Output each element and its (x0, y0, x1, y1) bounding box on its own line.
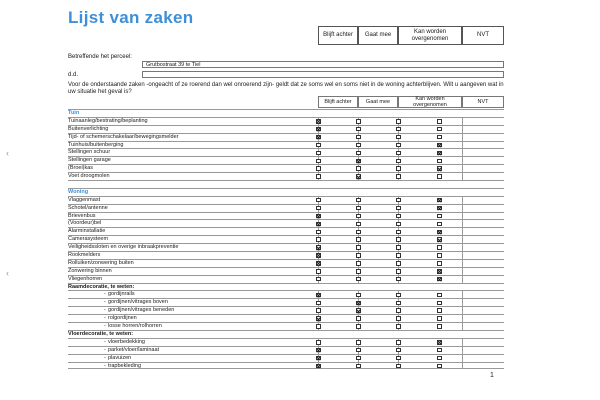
intro-text: Voor de onderstaande zaken -ongeacht of ze roerend dan wel onroerend zijn- geldt dat ze soms wel en soms niet in de woning achterblijven. Wilt u aangeven wat in uw situatie het geval is? (68, 82, 504, 95)
empty-checkbox[interactable] (356, 364, 361, 369)
column-divider (462, 315, 463, 322)
column-divider (462, 165, 463, 172)
column-divider (462, 268, 463, 275)
row-label: parket/vloer/laminaat (108, 346, 160, 353)
column-divider (462, 149, 463, 156)
table-row (68, 267, 504, 275)
checked-checkbox[interactable] (437, 151, 442, 156)
empty-checkbox[interactable] (316, 143, 321, 148)
row-label: trapbekleding (108, 362, 142, 369)
empty-checkbox[interactable] (356, 245, 361, 250)
empty-checkbox[interactable] (316, 206, 321, 211)
row-label: Vloerdecoratie, te weten: (68, 330, 134, 337)
empty-checkbox[interactable] (356, 340, 361, 345)
table-row (68, 117, 504, 125)
table-row (68, 235, 504, 243)
checked-checkbox[interactable] (356, 159, 361, 164)
checked-checkbox[interactable] (316, 127, 321, 132)
empty-checkbox[interactable] (396, 340, 401, 345)
empty-checkbox[interactable] (396, 198, 401, 203)
empty-checkbox[interactable] (356, 324, 361, 329)
empty-checkbox[interactable] (316, 159, 321, 164)
empty-checkbox[interactable] (396, 348, 401, 353)
empty-checkbox[interactable] (396, 324, 401, 329)
row-label: plavuizen (108, 354, 132, 361)
column-divider (462, 307, 463, 314)
perceel-field[interactable]: Grutbostraat 39 te Tiel (142, 61, 504, 68)
empty-checkbox[interactable] (396, 364, 401, 369)
table-row (68, 156, 504, 164)
column-divider (462, 299, 463, 306)
row-label: gordijnen/vitrages beneden (108, 307, 175, 314)
row-label: Camerasysteem (68, 236, 109, 243)
page-number: 1 (490, 372, 494, 379)
empty-checkbox[interactable] (316, 269, 321, 274)
perceel-label: Betreffende het perceel: (68, 54, 132, 60)
dd-label: d.d. (68, 72, 79, 78)
checked-checkbox[interactable] (356, 308, 361, 313)
empty-checkbox[interactable] (396, 119, 401, 124)
table-row (68, 259, 504, 267)
empty-checkbox[interactable] (356, 230, 361, 235)
column-divider (462, 205, 463, 212)
empty-checkbox[interactable] (316, 301, 321, 306)
table-col-blijft: Blijft achter (318, 96, 358, 108)
dd-field[interactable] (142, 71, 504, 78)
empty-checkbox[interactable] (396, 237, 401, 242)
header-col-overnemen: Kan worden overgenomen (398, 26, 462, 45)
empty-checkbox[interactable] (356, 261, 361, 266)
empty-checkbox[interactable] (356, 237, 361, 242)
table-row (68, 314, 504, 322)
table-row (68, 243, 504, 251)
checked-checkbox[interactable] (437, 269, 442, 274)
empty-checkbox[interactable] (316, 237, 321, 242)
empty-checkbox[interactable] (316, 308, 321, 313)
empty-checkbox[interactable] (437, 356, 442, 361)
row-label: Veiligheidssloten en overige inbraakpreventie (68, 244, 179, 251)
section-row (68, 188, 504, 196)
table-row (68, 125, 504, 133)
empty-checkbox[interactable] (396, 127, 401, 132)
column-divider (462, 355, 463, 362)
empty-checkbox[interactable] (437, 348, 442, 353)
section-row (68, 109, 504, 117)
table-row (68, 275, 504, 283)
empty-checkbox[interactable] (316, 174, 321, 179)
empty-checkbox[interactable] (316, 340, 321, 345)
row-label: Stellingen schuur (68, 149, 111, 156)
empty-checkbox[interactable] (356, 316, 361, 321)
column-divider (462, 291, 463, 298)
empty-checkbox[interactable] (437, 324, 442, 329)
header-col-blijft: Blijft achter (318, 26, 358, 45)
row-label: gordijnrails (108, 291, 135, 298)
header-col-gaat-mee: Gaat mee (358, 26, 398, 45)
row-label: Rolluiken/zonwering buiten (68, 259, 134, 266)
empty-checkbox[interactable] (437, 293, 442, 298)
empty-checkbox[interactable] (437, 127, 442, 132)
table-row (68, 164, 504, 172)
scan-edge-mark: ‹ (6, 268, 9, 278)
column-divider (462, 142, 463, 149)
empty-checkbox[interactable] (396, 293, 401, 298)
empty-checkbox[interactable] (316, 198, 321, 203)
empty-checkbox[interactable] (356, 206, 361, 211)
empty-checkbox[interactable] (437, 364, 442, 369)
row-label: Rookmelders (68, 252, 101, 259)
checked-checkbox[interactable] (316, 222, 321, 227)
table-row (68, 362, 504, 370)
page-title: Lijst van zaken (68, 8, 194, 27)
empty-checkbox[interactable] (396, 166, 401, 171)
subsection-row (68, 330, 504, 338)
checked-checkbox[interactable] (356, 174, 361, 179)
empty-checkbox[interactable] (356, 143, 361, 148)
empty-checkbox[interactable] (437, 253, 442, 258)
empty-checkbox[interactable] (396, 222, 401, 227)
table-row (68, 212, 504, 220)
empty-checkbox[interactable] (437, 214, 442, 219)
row-label: Voet droogmolen (68, 173, 110, 180)
table-row (68, 172, 504, 180)
table-row (68, 219, 504, 227)
bullet-dash: - (104, 291, 106, 298)
table-row (68, 346, 504, 354)
empty-checkbox[interactable] (356, 356, 361, 361)
empty-checkbox[interactable] (396, 269, 401, 274)
checked-checkbox[interactable] (316, 253, 321, 258)
column-divider (462, 339, 463, 346)
empty-checkbox[interactable] (396, 253, 401, 258)
row-label: vloerbedekking (108, 338, 145, 345)
checked-checkbox[interactable] (316, 316, 321, 321)
empty-checkbox[interactable] (396, 301, 401, 306)
empty-checkbox[interactable] (437, 222, 442, 227)
empty-checkbox[interactable] (396, 206, 401, 211)
empty-checkbox[interactable] (396, 356, 401, 361)
row-label: (Voordeur)bel (68, 220, 102, 227)
empty-checkbox[interactable] (437, 159, 442, 164)
table-row (68, 354, 504, 362)
empty-checkbox[interactable] (356, 198, 361, 203)
checked-checkbox[interactable] (316, 119, 321, 124)
table-row (68, 133, 504, 141)
bullet-dash: - (104, 346, 106, 353)
column-divider (462, 260, 463, 267)
row-label: gordijnen/vitrages boven (108, 299, 168, 306)
table-col-gaat-mee: Gaat mee (358, 96, 398, 108)
empty-checkbox[interactable] (396, 316, 401, 321)
checked-checkbox[interactable] (437, 198, 442, 203)
empty-checkbox[interactable] (316, 230, 321, 235)
row-label: Tijd- of schemerschakelaar/bewegingsmelder (68, 133, 179, 140)
empty-checkbox[interactable] (356, 166, 361, 171)
column-divider (462, 126, 463, 133)
column-divider (462, 252, 463, 259)
column-divider (462, 276, 463, 283)
empty-checkbox[interactable] (316, 151, 321, 156)
table-col-nvt: NVT (462, 96, 504, 108)
column-divider (462, 220, 463, 227)
empty-checkbox[interactable] (437, 261, 442, 266)
empty-checkbox[interactable] (356, 119, 361, 124)
checked-checkbox[interactable] (437, 340, 442, 345)
empty-checkbox[interactable] (396, 245, 401, 250)
empty-checkbox[interactable] (437, 301, 442, 306)
table-row (68, 306, 504, 314)
table-col-overnemen: Kan worden overgenomen (398, 96, 462, 108)
empty-checkbox[interactable] (316, 324, 321, 329)
table-row (68, 148, 504, 156)
checked-checkbox[interactable] (437, 143, 442, 148)
empty-checkbox[interactable] (356, 151, 361, 156)
empty-checkbox[interactable] (396, 151, 401, 156)
column-divider (462, 347, 463, 354)
row-label: Schotel/antenne (68, 204, 108, 211)
row-label: Tuin (68, 110, 80, 116)
table-row (68, 227, 504, 235)
table-row (68, 338, 504, 346)
checked-checkbox[interactable] (316, 293, 321, 298)
row-label: Brievenbus (68, 212, 96, 219)
empty-checkbox[interactable] (396, 174, 401, 179)
empty-checkbox[interactable] (356, 269, 361, 274)
column-divider (462, 157, 463, 164)
bullet-dash: - (104, 299, 106, 306)
row-label: losse horren/rolhorren (108, 323, 162, 330)
checked-checkbox[interactable] (437, 237, 442, 242)
empty-checkbox[interactable] (356, 293, 361, 298)
column-divider (462, 363, 463, 369)
empty-checkbox[interactable] (356, 348, 361, 353)
empty-checkbox[interactable] (316, 277, 321, 282)
row-label: Stellingen garage (68, 157, 111, 164)
empty-checkbox[interactable] (396, 230, 401, 235)
checked-checkbox[interactable] (356, 301, 361, 306)
empty-checkbox[interactable] (396, 308, 401, 313)
empty-checkbox[interactable] (356, 222, 361, 227)
bullet-dash: - (104, 323, 106, 330)
empty-checkbox[interactable] (396, 261, 401, 266)
bullet-dash: - (104, 307, 106, 314)
bullet-dash: - (104, 338, 106, 345)
bullet-dash: - (104, 315, 106, 322)
column-divider (462, 228, 463, 235)
empty-checkbox[interactable] (356, 127, 361, 132)
bullet-dash: - (104, 354, 106, 361)
row-label: Tuinhuis/buitenberging (68, 141, 124, 148)
table-row (68, 322, 504, 330)
checked-checkbox[interactable] (437, 230, 442, 235)
empty-checkbox[interactable] (437, 316, 442, 321)
items-table (68, 109, 504, 369)
row-label: Vlaggenmast (68, 196, 101, 203)
row-label: Zonwering binnen (68, 267, 112, 274)
checked-checkbox[interactable] (316, 135, 321, 140)
empty-checkbox[interactable] (437, 135, 442, 140)
table-row (68, 290, 504, 298)
row-label: Tuinaanleg/bestrating/beplanting (68, 117, 148, 124)
checked-checkbox[interactable] (316, 356, 321, 361)
checked-checkbox[interactable] (316, 364, 321, 369)
column-divider (462, 118, 463, 125)
empty-checkbox[interactable] (437, 119, 442, 124)
checked-checkbox[interactable] (316, 261, 321, 266)
table-row (68, 141, 504, 149)
header-col-nvt: NVT (462, 26, 504, 45)
empty-checkbox[interactable] (356, 253, 361, 258)
checked-checkbox[interactable] (437, 166, 442, 171)
table-row (68, 251, 504, 259)
checked-checkbox[interactable] (316, 214, 321, 219)
spacer-row (68, 180, 504, 188)
row-label: Alarminstallatie (68, 228, 106, 235)
scan-edge-mark: ‹ (6, 148, 9, 158)
bullet-dash: - (104, 362, 106, 369)
empty-checkbox[interactable] (356, 277, 361, 282)
empty-checkbox[interactable] (356, 214, 361, 219)
column-divider (462, 213, 463, 220)
column-divider (462, 323, 463, 330)
table-row (68, 298, 504, 306)
empty-checkbox[interactable] (356, 135, 361, 140)
column-divider (462, 197, 463, 204)
row-label: Vliegenhorren (68, 275, 103, 282)
table-row (68, 196, 504, 204)
column-divider (462, 134, 463, 141)
row-label: rolgordijnen (108, 315, 137, 322)
empty-checkbox[interactable] (316, 166, 321, 171)
row-label: Buitenverlichting (68, 125, 109, 132)
row-label: (Broei)kas (68, 165, 94, 172)
subsection-row (68, 283, 504, 291)
column-divider (462, 244, 463, 251)
empty-checkbox[interactable] (396, 214, 401, 219)
column-divider (462, 173, 463, 180)
row-label: Woning (68, 188, 89, 195)
checked-checkbox[interactable] (316, 245, 321, 250)
empty-checkbox[interactable] (396, 277, 401, 282)
checked-checkbox[interactable] (437, 206, 442, 211)
empty-checkbox[interactable] (437, 245, 442, 250)
column-divider (462, 236, 463, 243)
table-row (68, 204, 504, 212)
empty-checkbox[interactable] (396, 159, 401, 164)
checked-checkbox[interactable] (437, 277, 442, 282)
empty-checkbox[interactable] (437, 308, 442, 313)
empty-checkbox[interactable] (396, 135, 401, 140)
row-label: Raamdecoratie, te weten: (68, 283, 135, 290)
checked-checkbox[interactable] (316, 348, 321, 353)
empty-checkbox[interactable] (396, 143, 401, 148)
empty-checkbox[interactable] (437, 174, 442, 179)
